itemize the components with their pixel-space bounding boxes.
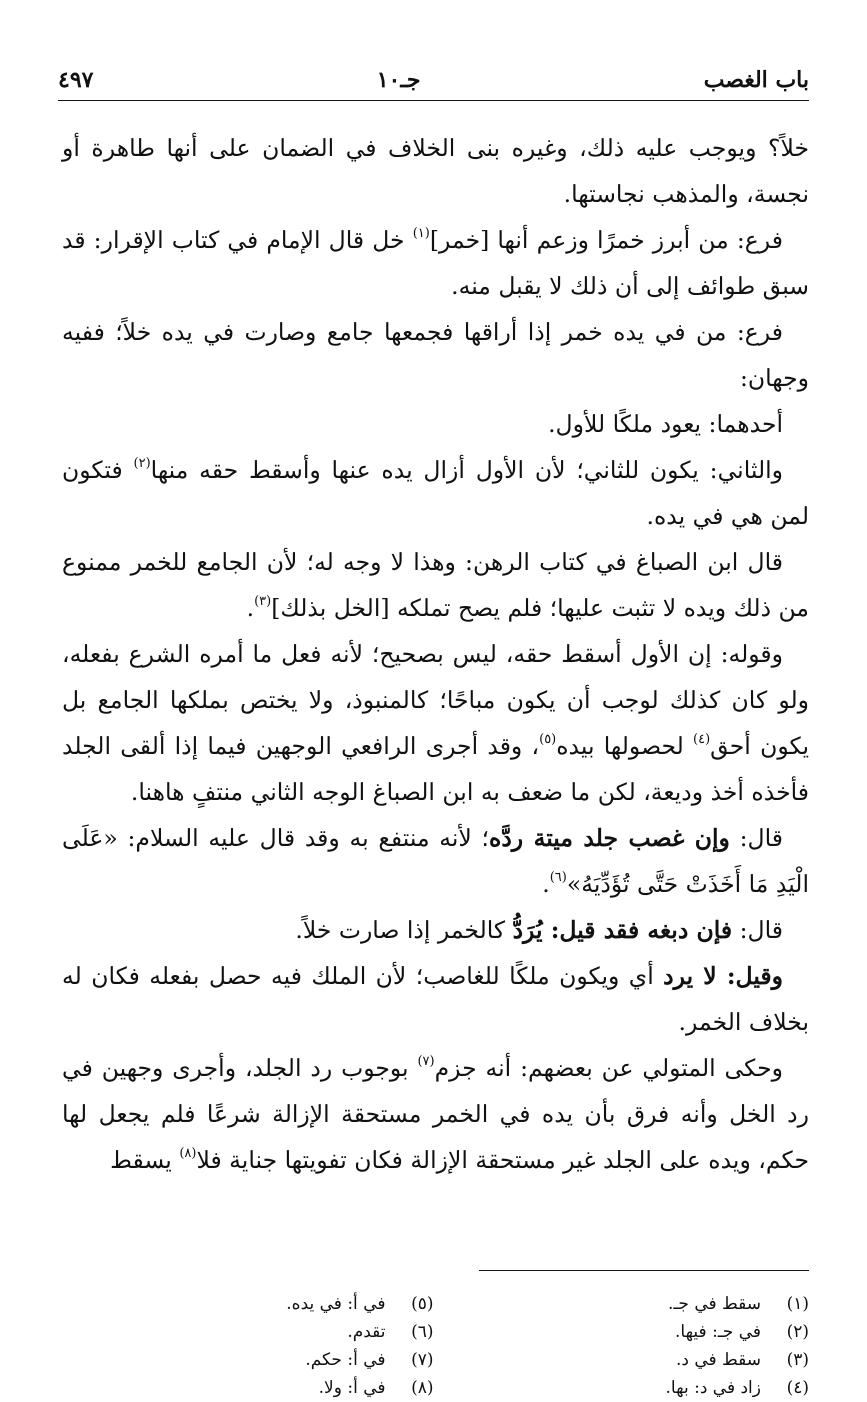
- footnote-item: (٤) زاد في د: بها.: [665, 1378, 809, 1398]
- volume-label: جـ١٠: [376, 67, 421, 93]
- footnote-divider: [479, 1270, 809, 1271]
- paragraph: وحكى المتولي عن بعضهم: أنه جزم$^{(٧)}$ بوجوب رد الجلد، وأجرى وجهين في رد الخل وأنه فرق بأن يده في الخمر مستحقة الإزالة شرعًا فلم يجعل لها حكم، ويده على الجلد غير مستحقة الإزالة فكان تفويتها جناية فلا$^{(٨)}$ يسقط: [62, 1054, 809, 1174]
- footnote-ref[interactable]: (٥): [539, 732, 557, 747]
- paragraph: أحدهما: يعود ملكًا للأول.: [548, 410, 783, 438]
- paragraph: وقيل: لا يرد أي ويكون ملكًا للغاصب؛ لأن الملك فيه حصل بفعله فكان له بخلاف الخمر.: [62, 962, 809, 1036]
- footnote-ref[interactable]: (٨): [179, 1146, 197, 1161]
- footnote-ref[interactable]: (٧): [417, 1054, 435, 1069]
- footnote-ref[interactable]: (٢): [133, 456, 151, 471]
- paragraph: خلاً؟ ويوجب عليه ذلك، وغيره بنى الخلاف في الضمان على أنها طاهرة أو نجسة، والمذهب نجاستها.: [62, 134, 809, 208]
- footnote-item: (٨) في أ: ولا.: [318, 1378, 434, 1398]
- footnotes: [58, 1290, 809, 1402]
- footnote-ref[interactable]: (١): [412, 226, 430, 241]
- footnote-item: (٢) في جـ: فيها.: [675, 1322, 809, 1342]
- matn-text: وقيل: لا يرد: [663, 962, 783, 990]
- paragraph: فرع: من أبرز خمرًا وزعم أنها [خمر]$^{(١)}$ خل قال الإمام في كتاب الإقرار: قد سبق طوائف إلى أن ذلك لا يقبل منه.: [62, 226, 809, 300]
- footnote-ref[interactable]: (٦): [549, 870, 567, 885]
- footnote-column-left: [58, 1290, 434, 1402]
- footnote-item: (٣) سقط في د.: [675, 1350, 809, 1370]
- paragraph: وقوله: إن الأول أسقط حقه، ليس بصحيح؛ لأنه فعل ما أمره الشرع بفعله، ولو كان كذلك لوجب أن يكون مباحًا؛ كالمنبوذ، ولا يختص بملكها الجامع بل يكون أحق$^{(٤)}$ لحصولها بيده$^{(٥)}$، وقد أجرى الرافعي الوجهين فيما إذا ألقى الجلد فأخذه أخذ وديعة، لكن ما ضعف به ابن الصباغ الوجه الثاني منتفٍ هاهنا.: [62, 640, 809, 806]
- footnote-ref[interactable]: (٤): [693, 732, 711, 747]
- footnote-item: (٥) في أ: في يده.: [286, 1294, 434, 1314]
- paragraph: قال: وإن غصب جلد ميتة ردَّه؛ لأنه منتفع به وقد قال عليه السلام: «عَلَى الْيَدِ مَا أَخَذَتْ حَتَّى تُؤَدِّيَهُ»$^{(٦)}$.: [62, 824, 809, 898]
- page-number: ٤٩٧: [58, 67, 94, 93]
- footnote-item: (٦) تقدم.: [347, 1322, 434, 1342]
- footnote-ref[interactable]: (٣): [254, 594, 272, 609]
- matn-text: وإن غصب جلد ميتة ردَّه: [489, 824, 730, 852]
- paragraph: قال ابن الصباغ في كتاب الرهن: وهذا لا وجه له؛ لأن الجامع للخمر ممنوع من ذلك ويده لا تثبت عليها؛ فلم يصح تملكه [الخل بذلك]$^{(٣)}$.: [62, 548, 809, 622]
- page-header: [58, 62, 809, 98]
- footnote-item: (٧) في أ: حكم.: [305, 1350, 434, 1370]
- chapter-title: باب الغصب: [703, 67, 809, 93]
- body-text: [62, 125, 809, 1183]
- header-divider: [58, 100, 809, 101]
- footnote-item: (١) سقط في جـ.: [668, 1294, 809, 1314]
- paragraph: قال: فإن دبغه فقد قيل: يُرَدُّ كالخمر إذا صارت خلاً.: [295, 916, 783, 944]
- paragraph: والثاني: يكون للثاني؛ لأن الأول أزال يده عنها وأسقط حقه منها$^{(٢)}$ فتكون لمن هي في يده.: [62, 456, 809, 530]
- matn-text: فإن دبغه فقد قيل: يُرَدُّ: [512, 916, 733, 944]
- paragraph: فرع: من في يده خمر إذا أراقها فجمعها جامع وصارت في يده خلاً؛ ففيه وجهان:: [62, 318, 809, 392]
- footnote-column-right: [434, 1290, 810, 1402]
